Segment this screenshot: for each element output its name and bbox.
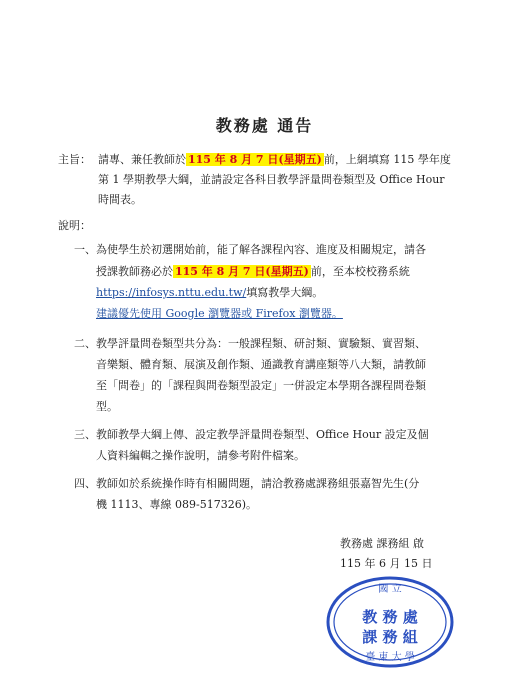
subject-line-3: 時間表。	[98, 193, 142, 206]
signature-date: 115 年 6 月 15 日	[340, 557, 433, 570]
subject-line-1	[98, 150, 451, 170]
item1-pre: 授課教師務必於	[96, 265, 173, 278]
svg-text:教 務 處: 教 務 處	[362, 608, 418, 626]
item2-number: 二、	[74, 337, 96, 350]
item4-line-2: 機 1113、專線 089-517326)。	[96, 498, 257, 511]
item2-line-1: 教學評量問卷類型共分為：一般課程類、研討類、實驗類、實習類、	[96, 337, 426, 350]
item1-fill: 填寫教學大綱。	[246, 286, 324, 299]
item1-post: 前，至本校校務系統	[310, 265, 410, 278]
item1-line-3	[96, 283, 323, 303]
subject-deadline: 115 年 8 月 7 日(星期五)	[188, 153, 322, 166]
official-seal	[320, 570, 460, 670]
svg-text:課 務 組: 課 務 組	[362, 628, 418, 646]
explain-label: 說明：	[58, 219, 91, 232]
item1-deadline: 115 年 8 月 7 日(星期五)	[175, 265, 309, 278]
item3-line-2: 人資料編輯之操作說明，請參考附件檔案。	[96, 449, 305, 462]
item1-number: 一、	[74, 243, 96, 256]
browser-note	[96, 304, 343, 324]
subject-pre: 請專、兼任教師於	[98, 153, 186, 166]
item4-line-1: 教師如於系統操作時有相關問題，請洽教務處課務組張嘉智先生(分	[96, 477, 420, 490]
item3-number: 三、	[74, 428, 96, 441]
infosys-link[interactable]: https://infosys.nttu.edu.tw/	[96, 286, 247, 299]
svg-text:臺 東 大 學: 臺 東 大 學	[365, 652, 415, 663]
item1-line-2	[96, 262, 410, 282]
item2-line-4: 型。	[96, 400, 118, 413]
item3-line-1: 教師教學大綱上傳、設定教學評量問卷類型、Office Hour 設定及個	[96, 428, 429, 441]
browser-note-text: 建議優先使用 Google 瀏覽器或 Firefox 瀏覽器。	[96, 307, 343, 320]
subject-post: 前，上網填寫 115 學年度	[323, 153, 451, 166]
subject-label: 主旨：	[58, 153, 91, 166]
item4-number: 四、	[74, 477, 96, 490]
subject-line-2: 第 1 學期教學大綱，並請設定各科目教學評量問卷類型及 Office Hour	[98, 173, 445, 186]
svg-text:國 立: 國 立	[378, 584, 402, 595]
item2-line-3: 至「問卷」的「課程與問卷類型設定」一併設定本學期各課程問卷類	[96, 379, 426, 392]
item2-line-2: 音樂類、體育類、展演及創作類、通識教育講座類等八大類，請教師	[96, 358, 426, 371]
item1-line-1: 為使學生於初選開始前，能了解各課程內容、進度及相關規定，請各	[96, 243, 426, 256]
signature-office: 教務處 課務組 啟	[340, 537, 424, 550]
notice-title: 教務處 通告	[215, 116, 314, 135]
